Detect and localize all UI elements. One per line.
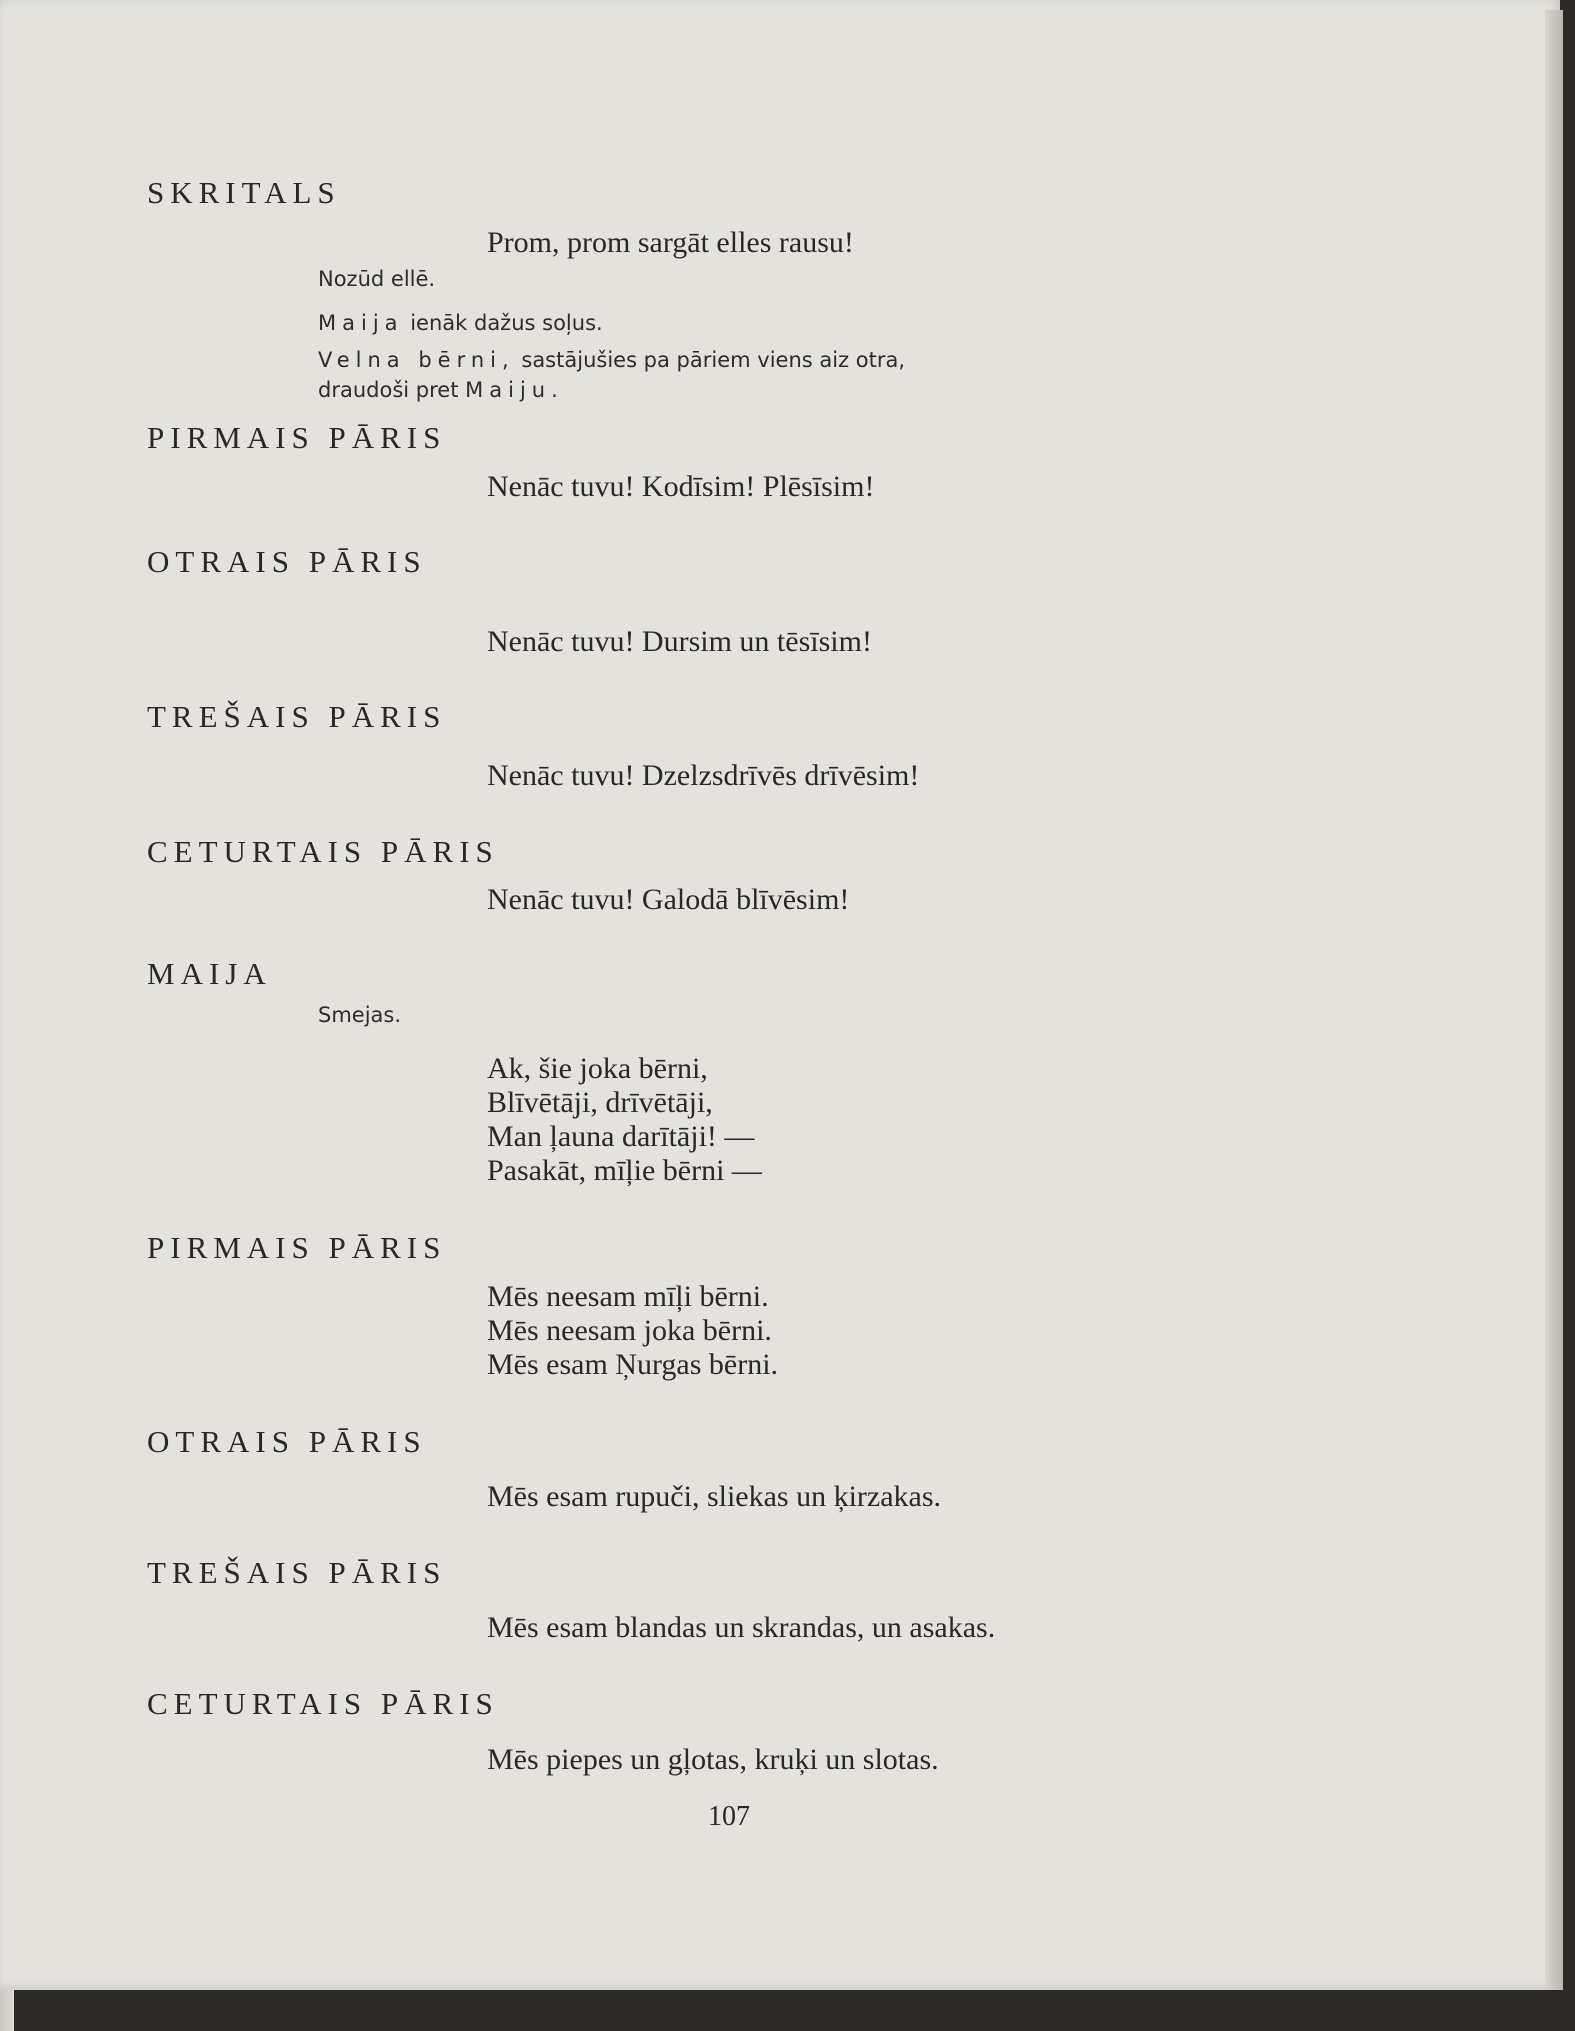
verse-line: Pasakāt, mīļie bērni —: [487, 1154, 762, 1187]
page-edge-shadow: [1545, 10, 1563, 1990]
dialogue-line: Nenāc tuvu! Galodā blīvēsim!: [487, 883, 850, 916]
verse-line: Mēs neesam mīļi bērni.: [487, 1280, 769, 1313]
dialogue-line: Nenāc tuvu! Dzelzsdrīvēs drīvēsim!: [487, 759, 920, 792]
speaker-name: TREŠAIS PĀRIS: [147, 699, 447, 734]
dialogue-line: Nenāc tuvu! Dursim un tēsīsim!: [487, 625, 872, 658]
stage-character-name: Maija: [318, 311, 404, 335]
speaker-name: CETURTAIS PĀRIS: [147, 834, 499, 869]
stage-direction: Smejas.: [318, 1003, 402, 1027]
verse-line: Man ļauna darītāji! —: [487, 1120, 755, 1153]
dialogue-line: Mēs esam rupuči, sliekas un ķirzakas.: [487, 1480, 942, 1513]
stage-character-name: Velna bērni,: [318, 348, 515, 372]
stage-direction: [318, 313, 603, 334]
verse-line: Mēs esam Ņurgas bērni.: [487, 1348, 779, 1381]
dialogue-line: Mēs piepes un gļotas, kruķi un slotas.: [487, 1743, 939, 1776]
verse-line: Mēs neesam joka bērni.: [487, 1314, 772, 1347]
verse-line: Ak, šie joka bērni,: [487, 1052, 708, 1085]
page-number: 107: [708, 1801, 750, 1832]
stage-direction: [318, 350, 905, 371]
dialogue-line: Nenāc tuvu! Kodīsim! Plēsīsim!: [487, 470, 875, 503]
dialogue-line: Mēs esam blandas un skrandas, un asakas.: [487, 1611, 996, 1644]
speaker-name: CETURTAIS PĀRIS: [147, 1686, 499, 1721]
verse-line: Blīvētāji, drīvētāji,: [487, 1086, 713, 1119]
speaker-name: PIRMAIS PĀRIS: [147, 420, 447, 455]
speaker-name: MAIJA: [147, 956, 272, 991]
stage-direction-text: ienāk dažus soļus.: [410, 311, 603, 335]
stage-direction: Nozūd ellē.: [318, 267, 436, 291]
stage-direction-text: draudoši pret: [318, 378, 459, 402]
speaker-name: OTRAIS PĀRIS: [147, 1424, 427, 1459]
dialogue-line: Prom, prom sargāt elles rausu!: [487, 226, 854, 259]
speaker-name: TREŠAIS PĀRIS: [147, 1555, 447, 1590]
speaker-name: OTRAIS PĀRIS: [147, 544, 427, 579]
stage-direction-text: sastājušies pa pāriem viens aiz otra,: [521, 348, 906, 372]
speaker-name: PIRMAIS PĀRIS: [147, 1230, 447, 1265]
stage-direction: [318, 380, 564, 401]
speaker-name: SKRITALS: [147, 175, 341, 210]
stage-character-name: Maiju.: [465, 378, 564, 402]
